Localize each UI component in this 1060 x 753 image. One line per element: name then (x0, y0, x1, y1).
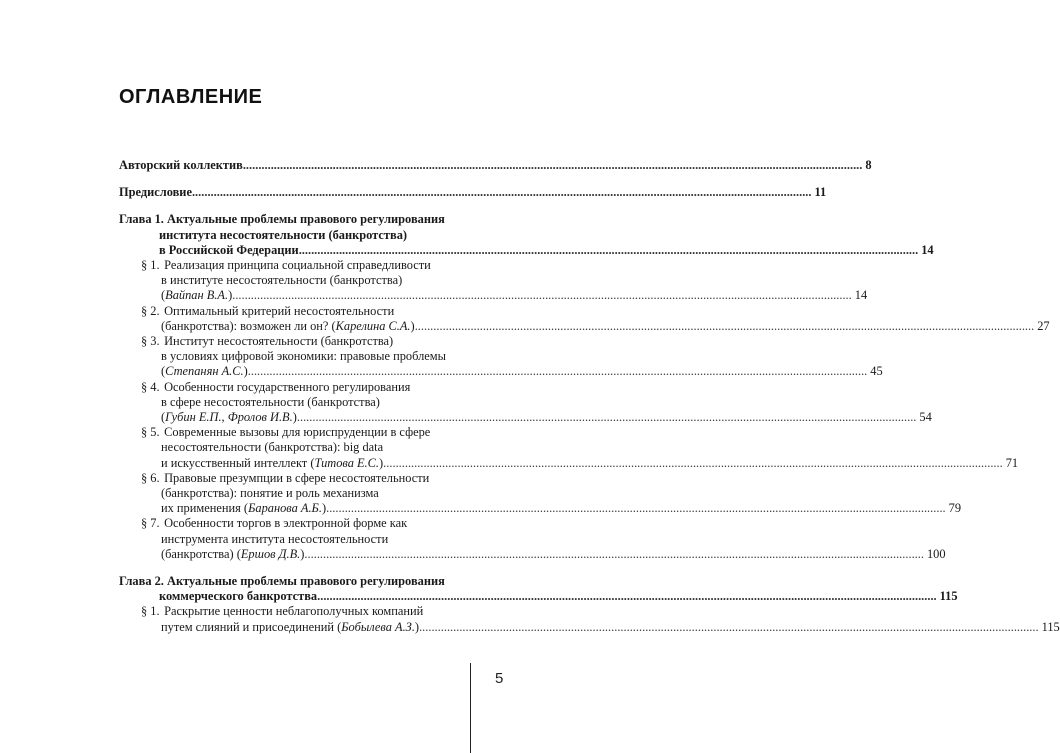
toc-section[interactable] (119, 470, 962, 517)
section-title-line: Современные вызовы для юриспруденции в сфере (164, 425, 431, 440)
section-title-line: их применения (161, 501, 244, 516)
dot-leader (299, 243, 919, 258)
dot-leader (326, 501, 946, 516)
author-paren: ( (161, 288, 166, 303)
author-paren: ) (414, 619, 420, 634)
toc-page-number: 71 (1005, 455, 1019, 470)
toc-page-number: 27 (1037, 318, 1050, 333)
author-paren: ( (161, 364, 166, 379)
toc-entry-label: Предисловие (119, 185, 192, 200)
author-paren: ( (236, 546, 241, 561)
toc-section[interactable] (119, 258, 868, 304)
toc-section[interactable] (119, 303, 1050, 334)
section-number: § 1. (141, 258, 160, 273)
toc-entry-authors[interactable] (119, 158, 872, 173)
section-number: § 5. (141, 425, 160, 440)
toc-page-number: 115 (939, 589, 958, 604)
toc-section[interactable] (119, 425, 1019, 471)
section-title-line: путем слияний и присоединений (161, 619, 338, 634)
section-title-line: (банкротства): понятие и роль механизма (161, 486, 379, 501)
chapter-title-line (119, 589, 958, 604)
section-title-line: в институте несостоятельности (банкротства) (161, 273, 403, 288)
toc-page-number: 115 (1041, 619, 1060, 634)
section-title-line: Оптимальный критерий несостоятельности (164, 303, 395, 318)
chapter-title-line: института несостоятельности (банкротства) (159, 227, 408, 242)
toc-page-number: 8 (865, 158, 872, 172)
author-paren: ( (161, 410, 166, 425)
toc-section[interactable] (119, 379, 932, 426)
dot-leader (192, 185, 812, 200)
section-number: § 3. (141, 334, 160, 349)
toc-section[interactable] (119, 604, 1060, 634)
section-title-line: (банкротства) (161, 546, 237, 561)
section-author: Вайпан В.А. (165, 288, 229, 303)
section-title-line: инструмента института несостоятельности (161, 531, 389, 546)
section-author: Губин Е.П., Фролов И.В. (165, 410, 293, 425)
dot-leader (383, 456, 1003, 471)
author-paren: ( (331, 318, 336, 333)
dot-leader (248, 364, 868, 379)
author-paren: ( (310, 455, 315, 470)
section-title-line: несостоятельности (банкротства): big data (161, 440, 384, 455)
toc-section[interactable] (119, 334, 883, 380)
dot-leader (232, 288, 852, 303)
section-title-line: в условиях цифровой экономики: правовые проблемы (161, 349, 446, 364)
chapter-title-line: Глава 2. Актуальные проблемы правового регулирования (119, 574, 445, 589)
chapter-title-line (119, 242, 934, 258)
dot-leader (419, 620, 1039, 635)
section-title-line: Особенности торгов в электронной форме как (164, 516, 408, 531)
dot-leader (415, 319, 1035, 334)
dot-leader (243, 158, 863, 173)
section-title-line: Реализация принципа социальной справедливости (164, 258, 431, 273)
toc-chapter-2[interactable] (119, 574, 958, 604)
section-title-line: (банкротства): возможен ли он? (161, 318, 332, 333)
toc-page-number: 79 (948, 501, 962, 516)
section-number: § 2. (141, 303, 160, 318)
author-paren: ( (243, 501, 249, 516)
section-author: Бобылева А.З. (341, 619, 415, 634)
section-title-line: Особенности государственного регулирования (164, 379, 411, 394)
author-paren: ) (292, 410, 297, 425)
section-number: § 4. (141, 379, 160, 394)
toc-chapter-1[interactable] (119, 212, 934, 258)
toc-page-number: 14 (854, 288, 868, 303)
toc-entry-label: Авторский коллектив (119, 158, 243, 172)
author-paren: ) (228, 288, 233, 303)
author-paren: ( (337, 619, 342, 634)
dot-leader (297, 410, 917, 425)
toc-entry-preface[interactable] (119, 185, 827, 200)
section-author: Ершов Д.В. (240, 546, 301, 561)
section-author: Титова Е.С. (314, 455, 380, 470)
dot-leader (317, 589, 937, 604)
page-title: ОГЛАВЛЕНИЕ (119, 86, 263, 108)
margin-rule (470, 663, 471, 753)
section-author: Степанян А.С. (165, 364, 244, 379)
toc-page-number: 14 (921, 242, 934, 257)
page-number: 5 (495, 670, 504, 687)
section-number: § 1. (141, 604, 160, 619)
section-title-line: Институт несостоятельности (банкротства) (164, 334, 394, 349)
section-author: Карелина С.А. (335, 318, 411, 333)
toc-page-number: 11 (814, 185, 827, 200)
section-number: § 6. (141, 470, 160, 485)
toc-page-number: 100 (926, 546, 946, 561)
chapter-title-text: коммерческого банкротства (159, 589, 318, 604)
dot-leader (304, 547, 924, 562)
toc-section[interactable] (119, 516, 946, 562)
section-number: § 7. (141, 516, 160, 531)
section-title-line: и искусственный интеллект (161, 455, 311, 470)
section-title-line: в сфере несостоятельности (банкротства) (161, 394, 380, 409)
toc-page-number: 45 (870, 364, 883, 379)
section-title-line: Раскрытие ценности неблагополучных компаний (164, 604, 424, 619)
section-author: Баранова А.Б. (248, 501, 322, 516)
author-paren: ) (321, 501, 327, 516)
chapter-title-line: Глава 1. Актуальные проблемы правового регулирования (119, 212, 445, 227)
table-of-contents (119, 158, 1060, 635)
author-paren: ) (410, 318, 415, 333)
author-paren: ) (300, 546, 305, 561)
section-title-line: Правовые презумпции в сфере несостоятельности (164, 470, 430, 485)
toc-page-number: 54 (919, 410, 932, 425)
author-paren: ) (243, 364, 248, 379)
chapter-title-text: в Российской Федерации (159, 242, 299, 257)
author-paren: ) (379, 455, 384, 470)
